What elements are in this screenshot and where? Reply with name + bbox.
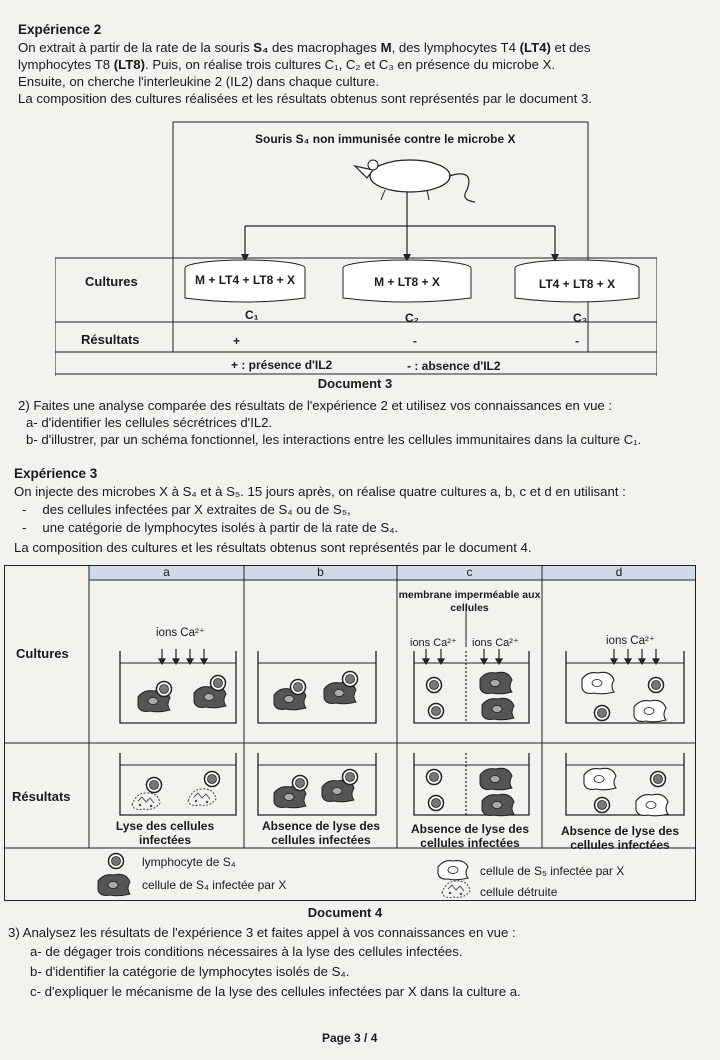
doc4-col-a: a [163, 565, 170, 579]
result-c2: - [413, 334, 417, 348]
page-number: Page 3 / 4 [322, 1031, 378, 1045]
exp3-line1: On injecte des microbes X à S₄ et à S₅. 15 jours après, on réalise quatre cultures a, b, c et d en utilisant : [14, 484, 626, 499]
ions-label-c-right: ions Ca²⁺ [472, 637, 519, 649]
ions-label-a: ions Ca²⁺ [156, 627, 205, 639]
document-3-caption: Document 3 [317, 376, 393, 391]
culture-c3-content: LT4 + LT8 + X [538, 277, 616, 291]
doc4-col-b: b [317, 565, 324, 579]
ions-label-d: ions Ca²⁺ [606, 635, 655, 647]
row-cultures-label: Cultures [85, 274, 138, 289]
q2-a: a- d'identifier les cellules sécrétrices d'IL2. [26, 415, 273, 430]
exp2-line2: lymphocytes T8 (LT8). Puis, on réalise trois cultures C₁, C₂ et C₃ en présence du microbe X. [18, 57, 556, 72]
q2-b: b- d'illustrer, par un schéma fonctionnel, les interactions entre les cellules immunitaires dans la culture C₁. [26, 432, 642, 447]
row-results-label: Résultats [81, 332, 140, 347]
exp2-line3: Ensuite, on cherche l'interleukine 2 (IL2) dans chaque culture. [18, 74, 379, 89]
result-d: Absence de lyse des cellules infectées [560, 824, 680, 852]
mouse-label: Souris S₄ non immunisée contre le microbe X [255, 132, 516, 146]
exp3-bullet1: - des cellules infectées par X extraites de S₄ ou de S₅, [22, 502, 351, 517]
result-a: Lyse des cellules infectées [115, 819, 215, 847]
exp2-line4: La composition des cultures réalisées et les résultats obtenus sont représentés par le document 3. [18, 91, 592, 106]
culture-c2-label: C₂ [405, 311, 419, 325]
document-3 [55, 108, 657, 376]
result-c: Absence de lyse des cellules infectées [410, 822, 530, 850]
exp3-line2: La composition des cultures et les résultats obtenus sont représentés par le document 4. [14, 540, 532, 555]
result-b: Absence de lyse des cellules infectées [261, 819, 381, 847]
q3-stem: 3) Analysez les résultats de l'expérience 3 et faites appel à vos connaissances en vue : [8, 925, 516, 940]
document-4 [4, 565, 696, 901]
doc4-col-d: d [615, 565, 623, 579]
doc4-row-results: Résultats [12, 789, 71, 804]
legend-infected-s4: cellule de S₄ infectée par X [142, 878, 287, 892]
q3-b: b- d'identifier la catégorie de lymphocytes isolés de S₄. [30, 964, 350, 979]
membrane-label: membrane imperméable aux cellules [398, 589, 541, 614]
document-3-frame [55, 108, 657, 376]
doc4-col-c: c [466, 565, 473, 579]
ions-label-c-left: ions Ca²⁺ [410, 637, 457, 649]
document-4-caption: Document 4 [307, 905, 383, 920]
doc4-row-cultures: Cultures [16, 646, 69, 661]
result-c1: + [233, 334, 241, 348]
q3-a: a- de dégager trois conditions nécessaires à la lyse des cellules infectées. [30, 944, 463, 959]
result-c3: - [575, 334, 579, 348]
exp2-title: Expérience 2 [18, 22, 102, 37]
exp3-bullet2: - une catégorie de lymphocytes isolés à partir de la rate de S₄. [22, 520, 399, 535]
culture-c3-label: C₃ [573, 311, 588, 325]
culture-c2-content: M + LT8 + X [374, 275, 440, 289]
legend-destroyed: cellule détruite [480, 885, 558, 899]
legend-infected-s5: cellule de S₅ infectée par X [480, 864, 625, 878]
culture-c1-label: C₁ [245, 308, 259, 322]
q3-c: c- d'expliquer le mécanisme de la lyse des cellules infectées par X dans la culture a. [30, 984, 521, 999]
exp3-title: Expérience 3 [14, 466, 98, 481]
exp2-line1: On extrait à partir de la rate de la souris S₄ des macrophages M, des lymphocytes T4 (LT4) et des [18, 40, 591, 55]
legend-infected-s5-icon [436, 859, 470, 881]
culture-c1-content: M + LT4 + LT8 + X [195, 273, 295, 287]
mouse-icon [355, 160, 475, 202]
legend-plus: + : présence d'IL2 [231, 358, 333, 372]
q2-stem: 2) Faites une analyse comparée des résultats de l'expérience 2 et utilisez vos connaissances en vue : [18, 398, 613, 413]
legend-minus: - : absence d'IL2 [407, 359, 501, 373]
legend-lymphocyte: lymphocyte de S₄ [142, 855, 236, 869]
